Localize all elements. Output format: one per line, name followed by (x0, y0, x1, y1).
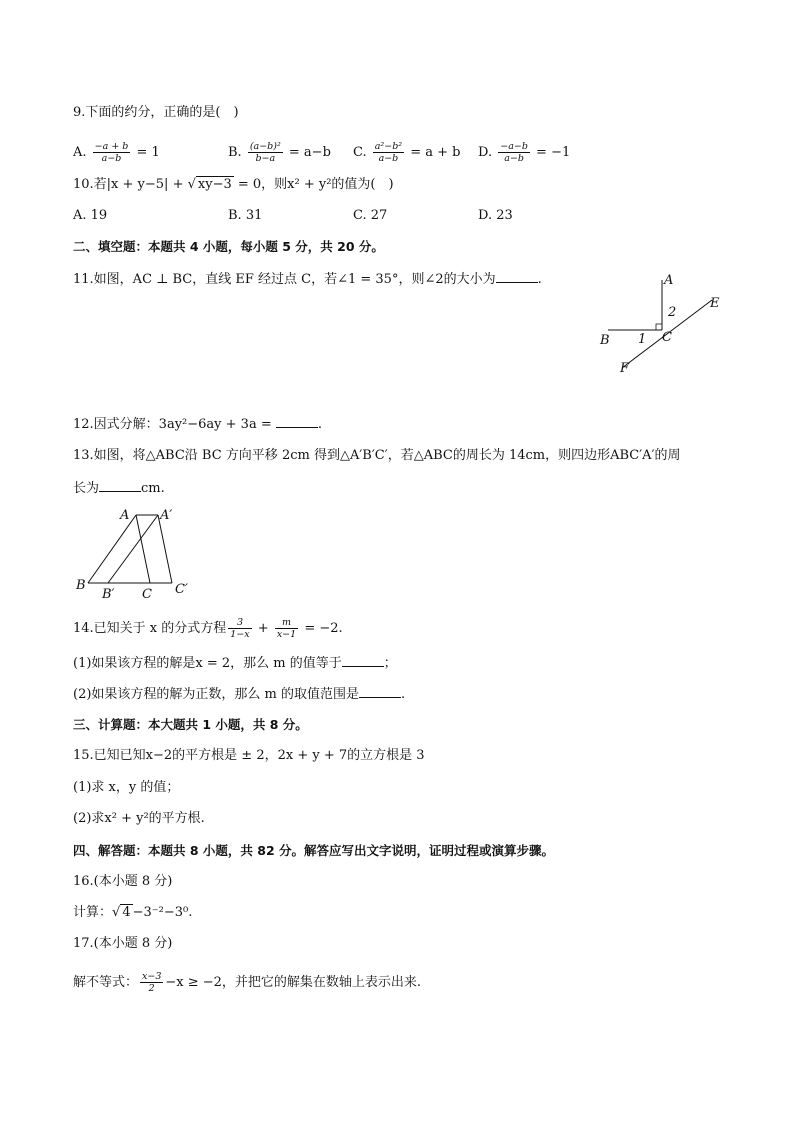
label-f: F (620, 361, 630, 376)
label-c-prime: C′ (175, 582, 188, 597)
q13-stem-cont: 长为 cm. (73, 481, 165, 496)
q9-option-d[interactable]: D. $\frac{-a-b}{a-b}$ = −1 (478, 141, 571, 164)
q15-stem: 15.已知已知x−2的平方根是 ± 2，2x + y + 7的立方根是 3 (73, 748, 425, 763)
section-4-heading: 四、解答题：本题共 8 小题，共 82 分。解答应写出文字说明，证明过程或演算步骤。 (73, 843, 555, 858)
q10-option-b[interactable]: B. 31 (228, 208, 263, 223)
angle-1-label: 1 (638, 332, 647, 347)
angle-2-label: 2 (668, 305, 677, 320)
q9-option-c[interactable]: C. $\frac{\text{a²−b²}}{a-b}$ = a + b (353, 141, 461, 164)
q15-part-1: (1)求 x，y 的值； (73, 780, 180, 795)
q17-heading: 17.(本小题 8 分) (73, 936, 173, 951)
q9-c-fraction: $\frac{\text{a²−b²}}{a-b}$ (374, 141, 403, 164)
q13-stem: 13.如图，将△ABC沿 BC 方向平移 2cm 得到△A′B′C′，若△ABC的周长为 14cm，则四边形ABC′A′的周 (73, 448, 681, 463)
label-e: E (710, 296, 720, 311)
label-a: A (664, 273, 674, 288)
label-c: C (662, 330, 672, 345)
q11-figure (596, 268, 736, 378)
segment-a1b1 (108, 515, 158, 583)
q11-stem: 11.如图，AC ⊥ BC，直线 EF 经过点 C，若∠1 = 35°，则∠2的大小为 . (73, 272, 542, 287)
q10-option-c[interactable]: C. 27 (353, 208, 388, 223)
section-3-heading: 三、计算题：本大题共 1 小题，共 8 分。 (73, 717, 308, 732)
label-c: C (142, 587, 152, 601)
q9-option-a[interactable]: A. $\frac{-a + b}{a-b}$ = 1 (73, 141, 160, 164)
q16-heading: 16.(本小题 8 分) (73, 874, 173, 889)
label-a-prime: A′ (160, 508, 173, 523)
q12-stem: 12.因式分解：3ay²−6ay + 3a = . (73, 417, 322, 432)
q14-part-2-blank[interactable] (359, 685, 401, 698)
segment-ac (136, 515, 150, 583)
q17-stem: 解不等式： $\frac{x-3}{2}$ −x ≥ −2，并把它的解集在数轴上表示出来. (73, 971, 422, 994)
section-2-heading: 二、填空题：本题共 4 小题，每小题 5 分，共 20 分。 (73, 239, 384, 254)
q14-fraction-2: $\frac{m}{x-1}$ (276, 617, 297, 640)
segment-ab (88, 515, 136, 583)
q14-part-2: (2)如果该方程的解为正数，那么 m 的取值范围是 . (73, 687, 406, 702)
q10-option-d[interactable]: D. 23 (478, 208, 513, 223)
q14-part-1-blank[interactable] (342, 654, 384, 667)
label-b-prime: B′ (102, 587, 115, 601)
label-b: B (600, 333, 610, 348)
q9-d-fraction: $\frac{-a-b}{a-b}$ (500, 141, 528, 164)
q13-answer-blank[interactable] (99, 479, 141, 492)
q12-answer-blank[interactable] (276, 415, 318, 428)
label-a: A (120, 508, 130, 523)
q14-stem: 14.已知关于 x 的分式方程 $\frac{3}{1-x}$ + $\frac{m}{x-1}$ = −2. (73, 617, 343, 640)
q10-stem: 10.若|x + y−5| + √ xy−3 = 0，则x² + y²的值为( ) (73, 177, 394, 192)
q9-option-b[interactable]: B. $\frac{\text{(a−b)²}}{b-a}$ = a−b (228, 141, 331, 164)
q14-part-1: (1)如果该方程的解是x = 2，那么 m 的值等于 ； (73, 656, 397, 671)
q14-fraction-1: $\frac{3}{1-x}$ (230, 617, 250, 640)
label-b: B (76, 578, 86, 593)
q17-fraction: $\frac{x-3}{2}$ (142, 971, 162, 994)
q9-b-fraction: $\frac{\text{(a−b)²}}{b-a}$ (249, 141, 281, 164)
segment-a1c1 (158, 515, 172, 583)
q9-a-fraction: $\frac{-a + b}{a-b}$ (94, 141, 129, 164)
q10-option-a[interactable]: A. 19 (73, 208, 108, 223)
q9-stem: 9.下面的约分，正确的是( ) (73, 105, 239, 120)
q11-answer-blank[interactable] (496, 270, 538, 283)
q15-part-2: (2)求x² + y²的平方根. (73, 811, 205, 826)
q13-figure (72, 505, 202, 601)
q16-calc: 计算：√ 4 −3⁻²−3⁰. (73, 905, 193, 920)
